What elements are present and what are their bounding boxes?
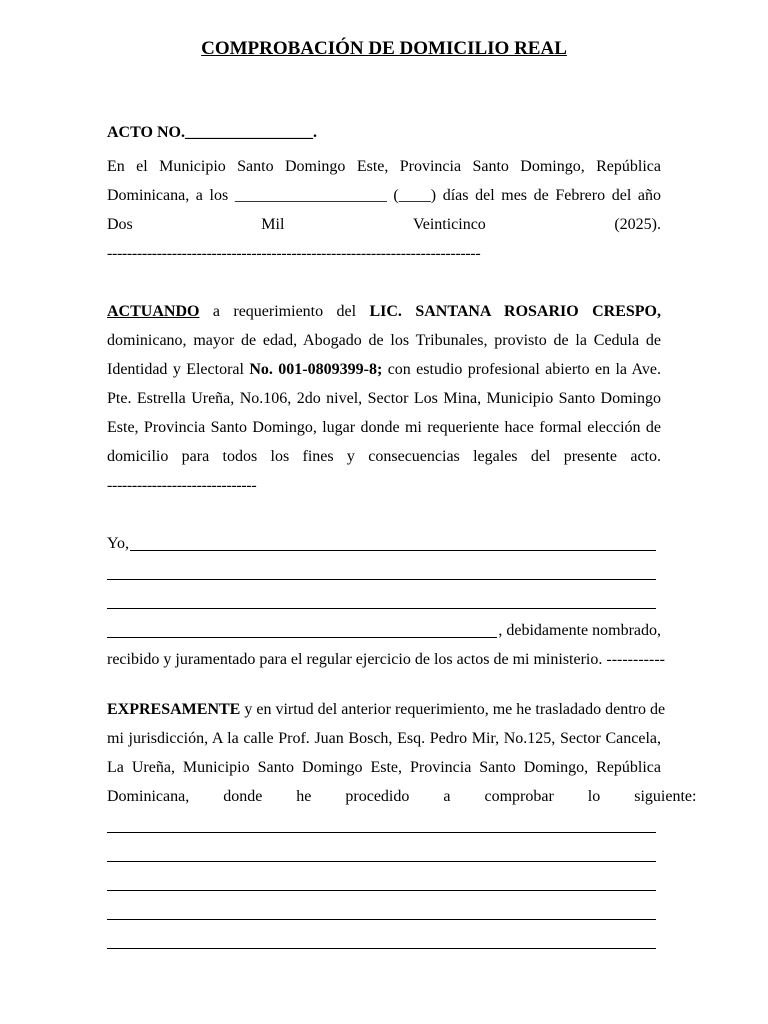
requester-name: LIC. SANTANA ROSARIO CRESPO,	[369, 303, 661, 320]
intro-word-veinticinco: Veinticinco	[412, 216, 486, 233]
cedula-number: No. 001-0809399-8;	[249, 361, 383, 378]
expresamente-line-2: mi jurisdicción, A la calle Prof. Juan Bosch, Esq. Pedro Mir, No.125, Sector Cancela,	[107, 730, 661, 747]
intro-line-1: En el Municipio Santo Domingo Este, Provincia Santo Domingo, República	[107, 158, 661, 175]
finding-blank-line-2	[107, 861, 656, 862]
finding-blank-line-1	[107, 832, 656, 833]
expresamente-line-4: Dominicana, donde he procedido a comprobar lo siguiente:	[107, 788, 697, 805]
actuando-line-1	[107, 302, 661, 322]
actuando-line-3-post: con estudio profesional abierto en la Ave.	[382, 361, 662, 378]
expresamente-line-1-rest: y en virtud del anterior requerimiento, me he trasladado dentro de	[240, 701, 666, 718]
yo-blank-line-3	[107, 608, 656, 609]
yo-blank-line-2	[107, 579, 656, 580]
actuando-line-3	[107, 360, 661, 380]
yo-closing-text: , debidamente nombrado,	[498, 622, 661, 639]
actuando-line-3-pre: Identidad y Electoral	[107, 361, 250, 378]
actuando-dash-line: ------------------------------	[107, 477, 257, 494]
document-title: COMPROBACIÓN DE DOMICILIO REAL	[201, 38, 567, 59]
yo-line-5: recibido y juramentado para el regular ejercicio de los actos de mi ministerio. -----------	[107, 651, 665, 668]
finding-blank-line-3	[107, 890, 656, 891]
actuando-line-1-mid: a requerimiento del	[199, 303, 370, 320]
actuando-line-5: Este, Provincia Santo Domingo, lugar donde mi requeriente hace formal elección de	[107, 419, 661, 436]
actuando-keyword: ACTUANDO	[107, 303, 200, 320]
intro-line-2: Dominicana, a los ___________________ (____) días del mes de Febrero del año	[107, 187, 661, 204]
intro-dash-line: ---------------------------------------------------------------------------	[107, 245, 481, 262]
yo-blank-line-1	[130, 550, 656, 551]
expresamente-line-1	[107, 700, 666, 720]
document-page	[107, 0, 697, 1024]
yo-label: Yo,	[107, 535, 129, 552]
expresamente-line-3: La Ureña, Municipio Santo Domingo Este, Provincia Santo Domingo, República	[107, 759, 661, 776]
acto-number-line: ACTO NO.________________.	[107, 124, 317, 141]
intro-line-3	[107, 215, 661, 235]
expresamente-keyword: EXPRESAMENTE	[107, 701, 241, 718]
intro-word-dos: Dos	[107, 216, 133, 233]
finding-blank-line-5	[107, 948, 656, 949]
actuando-line-2: dominicano, mayor de edad, Abogado de los Tribunales, provisto de la Cedula de	[107, 332, 661, 349]
actuando-line-4: Pte. Estrella Ureña, No.106, 2do nivel, Sector Los Mina, Municipio Santo Domingo	[107, 390, 661, 407]
finding-blank-line-4	[107, 919, 656, 920]
intro-word-mil: Mil	[261, 216, 285, 233]
actuando-line-6: domicilio para todos los fines y consecuencias legales del presente acto.	[107, 448, 661, 465]
intro-word-year: (2025).	[614, 216, 661, 233]
